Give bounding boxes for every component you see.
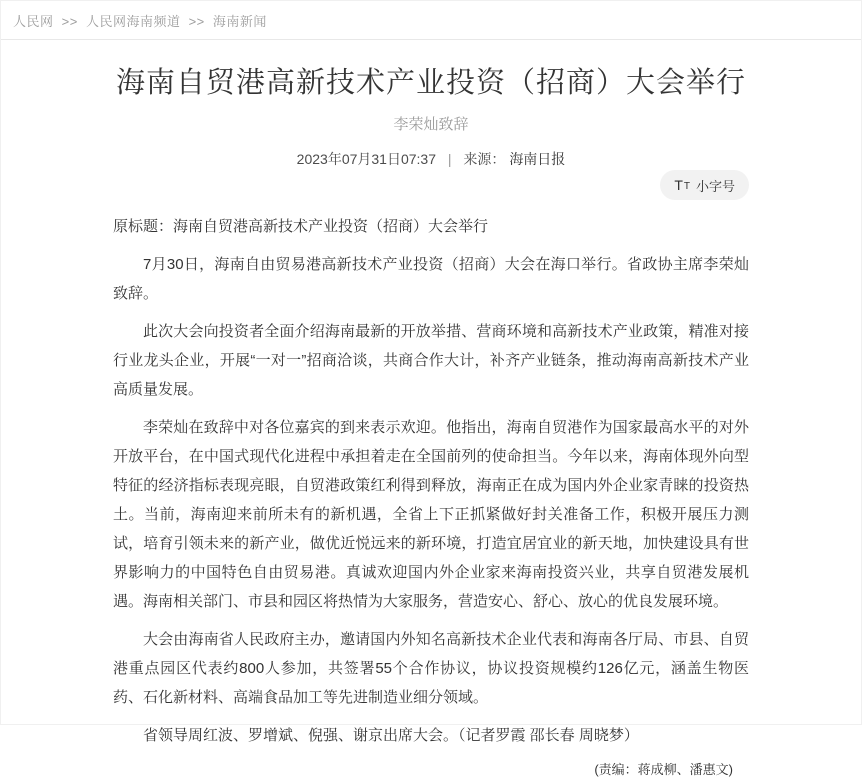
breadcrumb-separator: >> <box>188 14 205 29</box>
article-paragraph: 此次大会向投资者全面介绍海南最新的开放举措、营商环境和高新技术产业政策，精准对接行业龙头企业，开展“一对一”招商洽谈，共商合作大计，补齐产业链条，推动海南高新技术产业高质量发展。 <box>113 323 749 398</box>
article-paragraph: 李荣灿在致辞中对各位嘉宾的到来表示欢迎。他指出，海南自贸港作为国家最高水平的对外开放平台，在中国式现代化进程中承担着走在全国前列的使命担当。今年以来，海南体现外向型特征的经济指标表现亮眼，自贸港政策红利得到释放，海南正在成为国内外企业家青睐的投资热土。当前，海南迎来前所未有的新机遇，全省上下正抓紧做好封关准备工作，积极开展压力测试，培育引领未来的新产业，做优近悦远来的新环境，打造宜居宜业的新天地，加快建设具有世界影响力的中国特色自由贸易港。真诚欢迎国内外企业家来海南投资兴业，共享自贸港发展机遇。海南相关部门、市县和园区将热情为大家服务，营造安心、舒心、放心的优良发展环境。 <box>113 419 749 610</box>
font-size-icon: T <box>674 177 683 193</box>
breadcrumb-link-hainan-news[interactable]: 海南新闻 <box>212 14 267 29</box>
article-paragraph: 大会由海南省人民政府主办，邀请国内外知名高新技术企业代表和海南各厅局、市县、自贸港重点园区代表约800人参加，共签署55个合作协议，协议投资规模约126亿元，涵盖生物医药、石化新材料、高端食品加工等先进制造业细分领域。 <box>113 631 749 706</box>
breadcrumb-link-hainan-channel[interactable]: 人民网海南频道 <box>85 14 181 29</box>
publish-datetime: 2023年07月31日07:37 <box>296 151 436 167</box>
source-label: 来源： <box>463 151 506 167</box>
article-toolbar <box>113 170 749 200</box>
source-link[interactable]: 海南日报 <box>509 151 566 167</box>
font-size-icon-small: T <box>683 180 690 192</box>
article-paragraph: 7月30日，海南自由贸易港高新技术产业投资（招商）大会在海口举行。省政协主席李荣灿致辞。 <box>113 256 749 302</box>
article-content-column <box>113 64 749 778</box>
font-size-button[interactable] <box>660 170 749 200</box>
article-body <box>113 212 749 750</box>
breadcrumb-separator: >> <box>61 14 78 29</box>
breadcrumb <box>1 1 861 40</box>
article-meta <box>113 149 749 169</box>
article-paragraph: 省领导周红波、罗增斌、倪强、谢京出席大会。（记者罗霞 邵长春 周晓梦） <box>143 727 639 744</box>
original-title: 原标题：海南自贸港高新技术产业投资（招商）大会举行 <box>113 218 489 235</box>
meta-separator: | <box>447 151 452 167</box>
font-size-label: 小字号 <box>695 178 735 194</box>
article-title: 海南自贸港高新技术产业投资（招商）大会举行 <box>115 67 746 99</box>
editor-credit: (责编：蒋成柳、潘惠文) <box>594 762 733 777</box>
article-subtitle: 李荣灿致辞 <box>393 116 469 133</box>
breadcrumb-link-peoples-daily[interactable]: 人民网 <box>13 14 54 29</box>
